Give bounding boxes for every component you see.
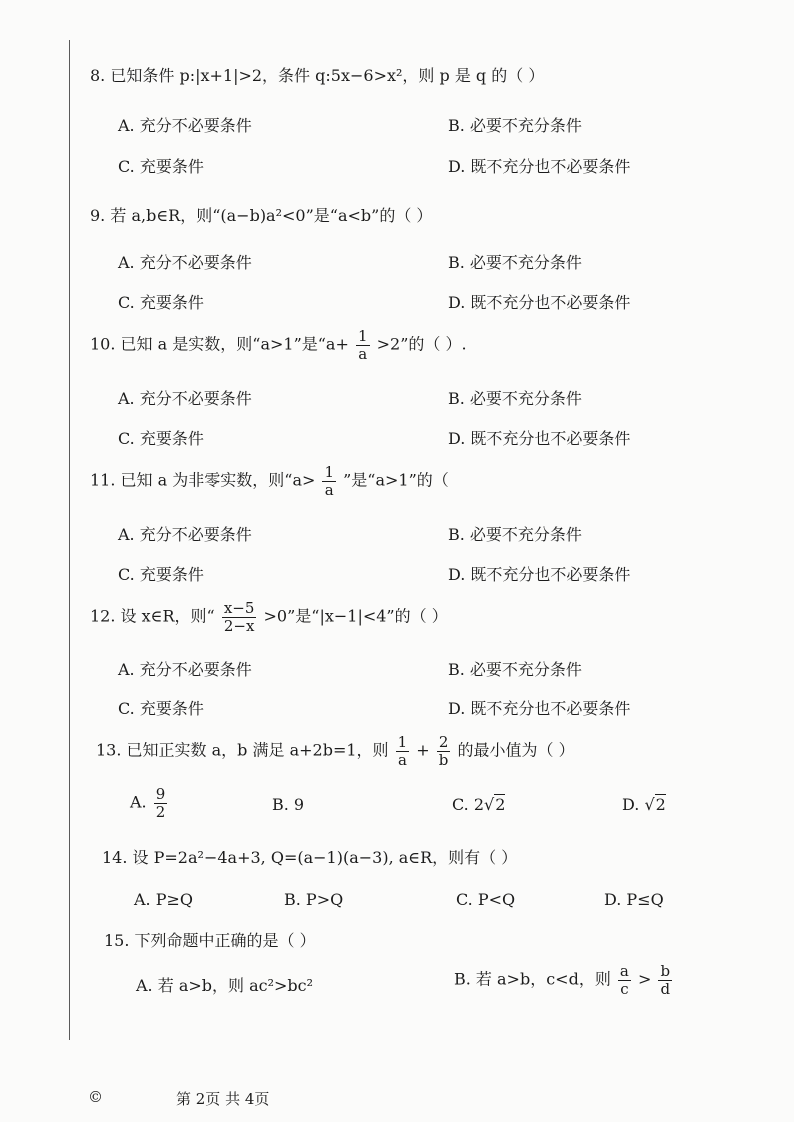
question-10-number: 10. — [90, 334, 116, 354]
radicand: 2 — [655, 795, 666, 814]
question-13-fraction-1 — [396, 734, 410, 768]
question-10-option-a: A. 充分不必要条件 — [118, 389, 252, 408]
fraction-numerator: b — [660, 962, 671, 980]
question-10 — [90, 328, 467, 362]
question-13-number: 13. — [96, 740, 122, 760]
question-9-option-a: A. 充分不必要条件 — [118, 253, 252, 272]
question-14-stem: 设 P=2a²−4a+3, Q=(a−1)(a−3), a∈R，则有（ ） — [132, 848, 518, 867]
fraction-denominator: 2−x — [223, 616, 255, 635]
option-letter: C. — [452, 795, 469, 814]
question-10-option-b: B. 必要不充分条件 — [448, 389, 582, 408]
fraction-numerator: 1 — [397, 733, 408, 751]
option-letter: D. — [622, 795, 640, 814]
fraction-numerator: 9 — [155, 785, 166, 803]
question-8 — [90, 63, 544, 86]
question-13-stem-end: 的最小值为（ ） — [457, 740, 575, 760]
question-11-option-d: D. 既不充分也不必要条件 — [448, 565, 631, 584]
question-12-option-c: C. 充要条件 — [118, 699, 204, 718]
question-12-fraction — [222, 600, 257, 634]
question-12-stem-start: 设 x∈R，则“ — [120, 606, 215, 626]
radicand: 2 — [495, 795, 506, 814]
question-9-option-c: C. 充要条件 — [118, 293, 204, 312]
greater-than-sign: > — [637, 969, 652, 989]
question-9-number: 9. — [90, 206, 106, 225]
copyright-symbol: © — [88, 1088, 103, 1106]
question-10-option-c: C. 充要条件 — [118, 429, 204, 448]
question-15-option-a: A. 若 a>b，则 ac²>bc² — [136, 976, 314, 995]
question-9-option-b: B. 必要不充分条件 — [448, 253, 582, 272]
option-b-fraction-1 — [618, 963, 631, 997]
fraction-numerator: x−5 — [223, 599, 255, 617]
option-a-fraction — [154, 786, 168, 820]
question-12-option-b: B. 必要不充分条件 — [448, 660, 582, 679]
question-10-stem-end: >2”的（ ）. — [376, 334, 467, 354]
fraction-numerator: 2 — [437, 734, 451, 752]
question-8-option-c: C. 充要条件 — [118, 157, 204, 176]
question-15 — [104, 928, 316, 951]
margin-rule — [69, 40, 70, 1040]
option-letter: A. — [130, 792, 147, 812]
question-9-option-d: D. 既不充分也不必要条件 — [448, 293, 631, 312]
question-8-option-a: A. 充分不必要条件 — [118, 116, 252, 135]
question-12-number: 12. — [90, 606, 116, 626]
fraction-denominator: c — [620, 979, 629, 998]
option-b-fraction-2 — [658, 963, 672, 997]
fraction-denominator: 2 — [155, 802, 166, 821]
question-13-fraction-2 — [437, 734, 451, 768]
question-12-stem-end: >0”是“|x−1|<4”的（ ） — [263, 606, 448, 626]
fraction-numerator: a — [619, 962, 629, 980]
question-13-stem-start: 已知正实数 a，b 满足 a+2b=1，则 — [126, 740, 389, 760]
question-14-option-c: C. P<Q — [456, 890, 516, 909]
question-12 — [90, 600, 448, 634]
fraction-denominator: a — [397, 750, 407, 769]
question-11-number: 11. — [90, 470, 116, 490]
question-11-option-c: C. 充要条件 — [118, 565, 204, 584]
question-9 — [90, 203, 432, 226]
question-14-option-a: A. P≥Q — [134, 890, 194, 909]
question-11 — [90, 464, 449, 498]
question-13 — [96, 734, 575, 768]
question-8-option-b: B. 必要不充分条件 — [448, 116, 582, 135]
radical-sign: √ — [644, 795, 655, 814]
fraction-numerator: 1 — [357, 327, 368, 345]
question-11-option-a: A. 充分不必要条件 — [118, 525, 252, 544]
question-14-option-d: D. P≤Q — [604, 890, 664, 909]
fraction-denominator: a — [324, 480, 334, 499]
question-11-stem-end: ”是“a>1”的（ — [343, 470, 449, 490]
fraction-denominator: d — [660, 979, 671, 998]
question-12-option-d: D. 既不充分也不必要条件 — [448, 699, 631, 718]
fraction-denominator: b — [438, 750, 449, 769]
question-10-option-d: D. 既不充分也不必要条件 — [448, 429, 631, 448]
question-11-option-b: B. 必要不充分条件 — [448, 525, 582, 544]
question-14-number: 14. — [102, 848, 128, 867]
question-11-stem-start: 已知 a 为非零实数，则“a> — [120, 470, 316, 490]
fraction-numerator: 1 — [324, 463, 335, 481]
question-8-number: 8. — [90, 66, 106, 85]
page-indicator: 第 2页 共 4页 — [176, 1090, 270, 1108]
question-12-option-a: A. 充分不必要条件 — [118, 660, 252, 679]
question-11-fraction — [322, 464, 336, 498]
question-8-stem: 已知条件 p:|x+1|>2，条件 q:5x−6>x²，则 p 是 q 的（ ） — [110, 66, 545, 85]
question-15-stem: 下列命题中正确的是（ ） — [134, 931, 316, 950]
plus-sign: + — [416, 740, 430, 760]
radical-prefix: 2√ — [473, 795, 495, 814]
question-15-option-b — [454, 963, 674, 997]
option-b-text: B. 若 a>b，c<d，则 — [454, 969, 611, 989]
question-8-option-d: D. 既不充分也不必要条件 — [448, 157, 631, 176]
fraction-denominator: a — [358, 344, 368, 363]
question-13-option-a — [130, 786, 169, 820]
question-14-option-b: B. P>Q — [284, 890, 344, 909]
question-13-option-c — [452, 795, 505, 814]
question-13-option-d — [622, 795, 666, 814]
question-9-stem: 若 a,b∈R，则“(a−b)a²<0”是“a<b”的（ ） — [110, 206, 433, 225]
question-13-option-b: B. 9 — [272, 795, 305, 814]
question-10-fraction — [356, 328, 370, 362]
question-10-stem-start: 已知 a 是实数，则“a>1”是“a+ — [120, 334, 349, 354]
question-15-number: 15. — [104, 931, 130, 950]
question-14 — [102, 845, 517, 868]
